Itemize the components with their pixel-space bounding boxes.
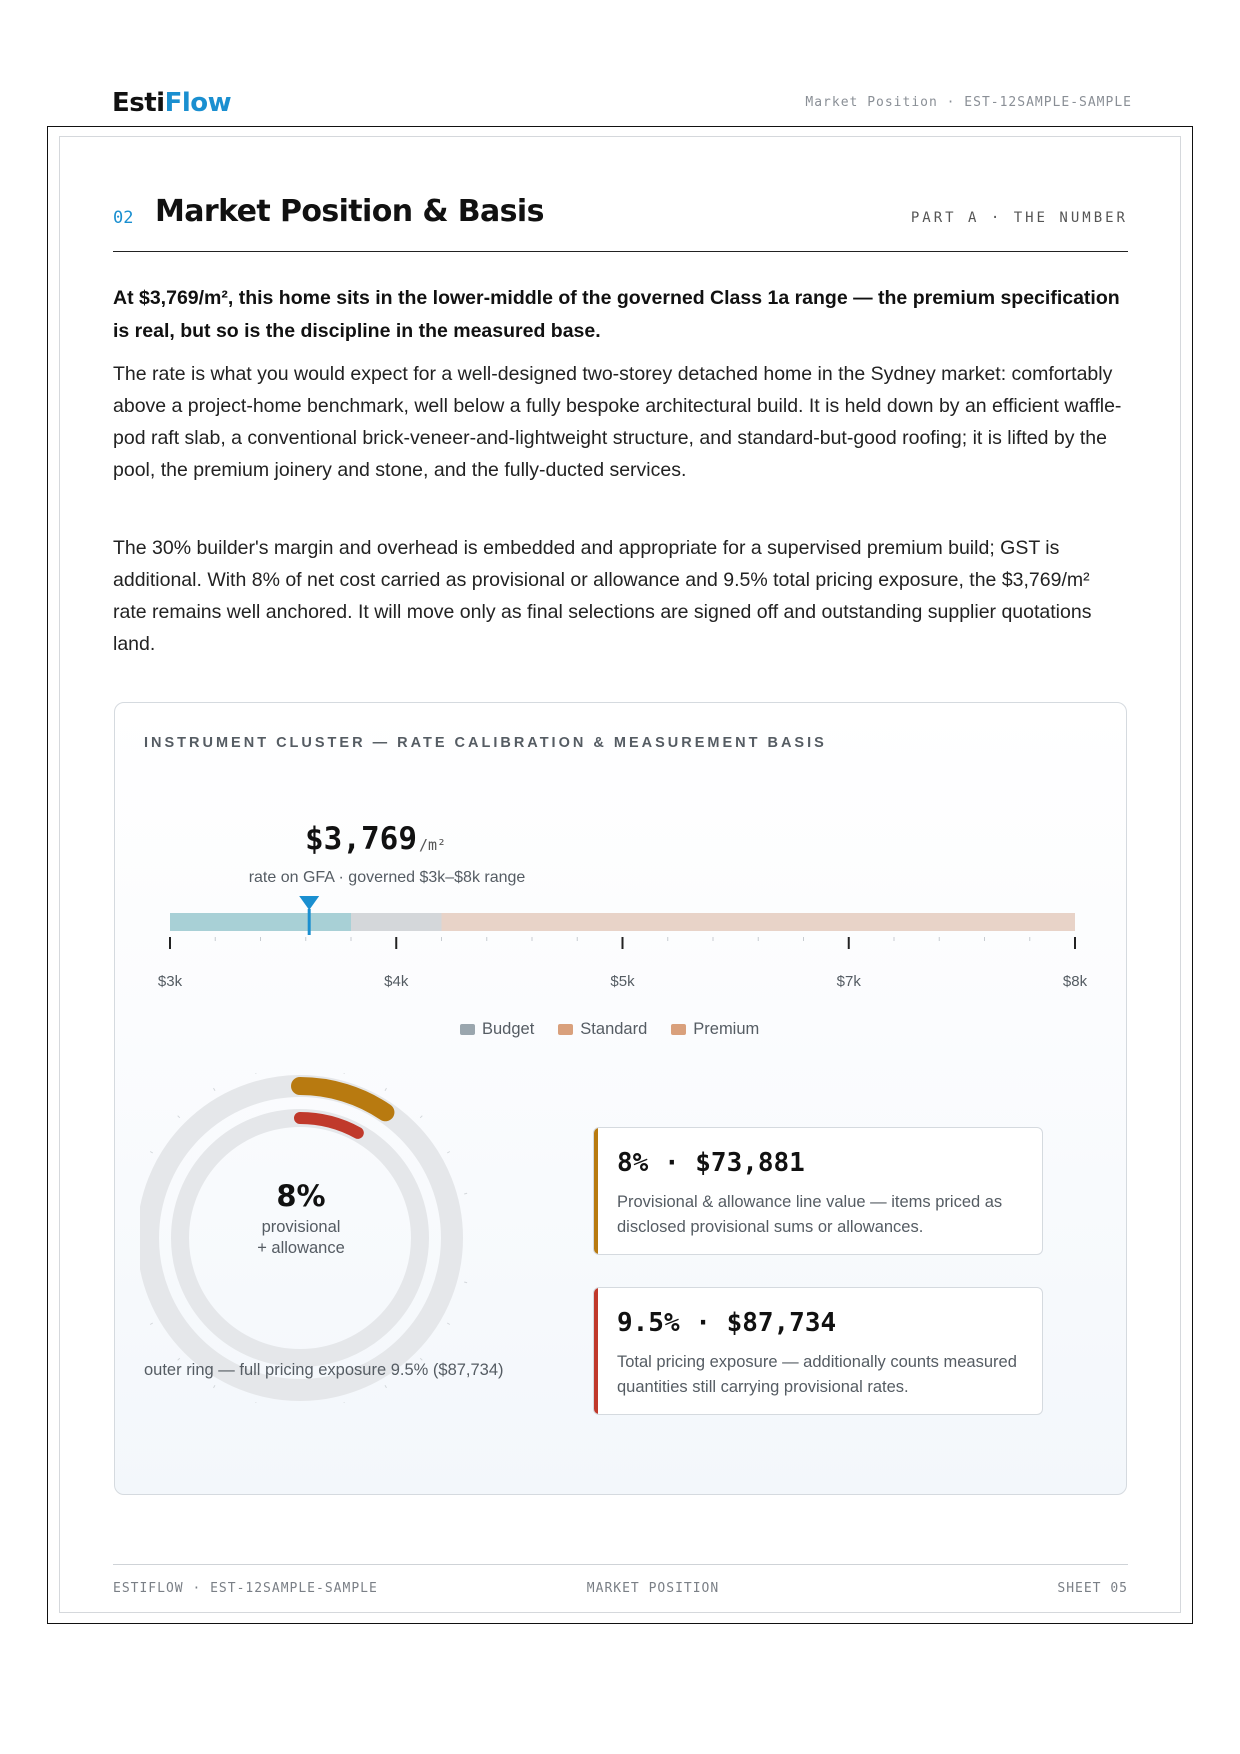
ring-dial-tick [385,1088,387,1091]
ring-dial-tick [447,1323,450,1325]
legend-item-standard [558,1020,647,1039]
section-title: Market Position & Basis [155,194,544,229]
section-number: 02 [113,208,134,228]
ring-dial-tick [178,1358,180,1360]
legend-label-budget: Budget [482,1020,535,1038]
body-paragraph-2: The 30% builder's margin and overhead is embedded and appropriate for a supervised premium build; GST is additional. With 8% of net cost carried as provisional or allowance and 9.5% total pricing exposure, the $3,769/m² rate remains well anchored. It will move only as final selections are signed off and outstanding supplier quotations land. [113,537,1092,655]
section-heading [113,192,1128,252]
scale-band-premium [442,913,1076,931]
stat-card-exposure [593,1287,1043,1415]
page-header [112,84,1132,124]
scale-band-budget [170,913,351,931]
instrument-cluster [114,702,1127,1495]
rate-unit: /m² [419,836,447,854]
rate-subtitle: rate on GFA · governed $3k–$8k range [248,869,526,886]
scale-tick-label: $7k [836,973,861,990]
legend-swatch-premium [671,1024,686,1035]
stat-card-body: Total pricing exposure — additionally counts measured quantities still carrying provisional rates. [617,1353,1017,1396]
ring-dial-tick [385,1385,387,1388]
lead-paragraph: At $3,769/m², this home sits in the lower-middle of the governed Class 1a range — the premium specification is real, but so is the discipline in the measured base. [113,287,1120,342]
ring-center-caption-1: provisional [261,1218,341,1236]
body-paragraph-1: The rate is what you would expect for a well-designed two-storey detached home in the Sydney market: comfortably above a project-home benchmark, well below a fully bespoke architectural build. It is held down by an efficient waffle-pod raft slab, a conventional brick-veneer-and-lightweight structure, and standard-but-good roofing; it is lifted by the pool, the premium joinery and stone, and the fully-ducted services. [113,363,1122,481]
stat-card-headline: 9.5% · $87,734 [617,1308,837,1338]
cluster-title: INSTRUMENT CLUSTER — RATE CALIBRATION & MEASUREMENT BASIS [144,735,827,751]
legend-label-premium: Premium [693,1020,760,1038]
ring-dial-tick [420,1116,422,1118]
footer-middle: MARKET POSITION [586,1581,720,1596]
footer-left: ESTIFLOW · EST-12SAMPLE-SAMPLE [113,1581,378,1596]
legend-label-standard: Standard [580,1020,648,1038]
logo-text-esti: Esti [112,88,165,118]
ring-dial-tick [344,1073,345,1074]
footer-right: SHEET 05 [1057,1581,1128,1596]
scale-tick-label: $8k [1062,973,1088,990]
ring-dial-tick [214,1088,216,1091]
scale-band-standard [351,913,442,931]
stat-card-accent [594,1288,598,1414]
stat-card-accent [594,1128,598,1254]
logo-text-flow: Flow [164,88,232,118]
scale-tick-label: $4k [384,973,409,990]
legend-swatch-budget [460,1024,475,1035]
legend-item-budget [460,1020,534,1039]
rate-scale-bar [115,893,1127,973]
rate-marker-triangle-icon [299,896,319,910]
ring-center-label [201,1179,401,1259]
scale-tick-label: $5k [610,973,635,990]
ring-outer-arc [300,1086,385,1112]
ring-dial-tick [178,1116,180,1118]
legend-swatch-standard [558,1024,573,1035]
ring-dial-tick [150,1152,153,1154]
ring-dial-tick [447,1152,450,1154]
header-meta: Market Position · EST-12SAMPLE-SAMPLE [805,95,1132,110]
ring-dial-tick [255,1402,256,1403]
estiflow-logo [112,88,231,118]
ring-dial-tick [150,1323,153,1325]
ring-dial-tick [420,1358,422,1360]
stat-card-body: Provisional & allowance line value — items priced as disclosed provisional sums or allowances. [617,1193,1003,1236]
ring-dial-tick [214,1385,216,1388]
page-footer [113,1564,1128,1600]
ring-center-caption-2: + allowance [257,1239,345,1257]
ring-center-value: 8% [276,1179,326,1213]
legend-item-premium [671,1020,759,1039]
scale-tick-label: $3k [157,973,183,990]
ring-dial-tick [255,1073,256,1074]
scale-legend [460,1020,759,1039]
stat-card-provisional [593,1127,1043,1255]
ring-dial-tick [464,1282,467,1283]
ring-caption: outer ring — full pricing exposure 9.5% ($87,734) [144,1361,504,1379]
rate-marker-line [308,909,311,935]
section-part-label: PART A · THE NUMBER [910,210,1128,226]
rate-value: $3,769 [305,821,417,857]
stat-card-headline: 8% · $73,881 [617,1148,805,1178]
ring-dial-tick [464,1193,467,1194]
ring-dial-tick [344,1402,345,1403]
